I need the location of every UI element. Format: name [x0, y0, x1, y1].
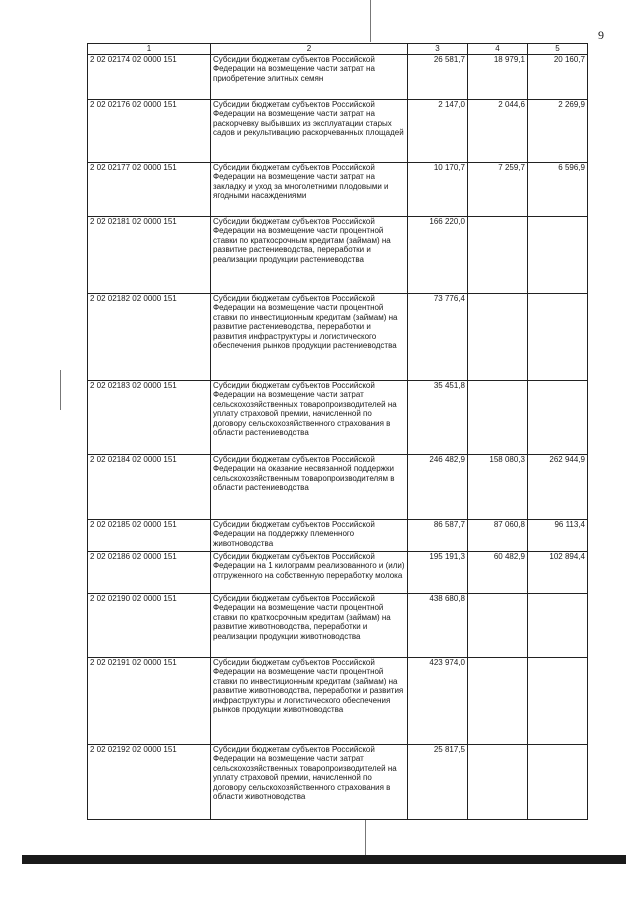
table-row	[88, 99, 588, 162]
amount-col3: 35 451,8	[408, 380, 468, 454]
amount-col4: 60 482,9	[468, 551, 528, 593]
budget-item-name: Субсидии бюджетам субъектов Российской Федерации на возмещение части процентной ставки по инвестиционным кредитам (займам) на развитие растениеводства, переработки и развития инфраструктуры и логистического обеспечения рынков продукции растениеводства	[211, 293, 408, 380]
budget-item-name: Субсидии бюджетам субъектов Российской Федерации на возмещение части затрат на закладку и уход за многолетними плодовыми и ягодными насаждениями	[211, 162, 408, 216]
amount-col4	[468, 657, 528, 744]
budget-item-name: Субсидии бюджетам субъектов Российской Федерации на возмещение части процентной ставки по краткосрочным кредитам (займам) на развитие животноводства, переработки и реализации продукции животноводства	[211, 593, 408, 657]
page-number: 9	[598, 28, 604, 42]
amount-col3: 10 170,7	[408, 162, 468, 216]
amount-col5	[528, 380, 588, 454]
budget-item-name: Субсидии бюджетам субъектов Российской Федерации на возмещение части затрат сельскохозяйственных товаропроизводителей на уплату страховой премии, начисленной по договору сельскохозяйственного страхования в области растениеводства	[211, 380, 408, 454]
table-row	[88, 380, 588, 454]
budget-code: 2 02 02186 02 0000 151	[88, 551, 211, 593]
budget-code: 2 02 02176 02 0000 151	[88, 99, 211, 162]
table-row	[88, 657, 588, 744]
budget-item-name: Субсидии бюджетам субъектов Российской Федерации на возмещение части затрат сельскохозяйственных товаропроизводителей на уплату страховой премии, начисленной по договору сельскохозяйственного страхования в области животноводства	[211, 744, 408, 819]
amount-col3: 166 220,0	[408, 216, 468, 293]
budget-code: 2 02 02177 02 0000 151	[88, 162, 211, 216]
budget-table	[87, 43, 588, 820]
table-row	[88, 551, 588, 593]
budget-code: 2 02 02190 02 0000 151	[88, 593, 211, 657]
amount-col5: 102 894,4	[528, 551, 588, 593]
col-header-2: 2	[211, 44, 408, 55]
amount-col4	[468, 216, 528, 293]
amount-col3: 246 482,9	[408, 454, 468, 519]
amount-col5: 6 596,9	[528, 162, 588, 216]
scan-border-bar	[22, 855, 626, 864]
table-row	[88, 54, 588, 99]
budget-item-name: Субсидии бюджетам субъектов Российской Федерации на возмещение части процентной ставки по инвестиционным кредитам (займам) на развитие животноводства, переработки и развития инфраструктуры и логистического обеспечения рынков продукции животноводства	[211, 657, 408, 744]
amount-col5	[528, 216, 588, 293]
amount-col3: 26 581,7	[408, 54, 468, 99]
amount-col3: 86 587,7	[408, 519, 468, 551]
scan-artifact-left	[60, 370, 61, 410]
budget-code: 2 02 02192 02 0000 151	[88, 744, 211, 819]
scan-artifact-top	[370, 0, 371, 42]
table-row	[88, 216, 588, 293]
budget-code: 2 02 02174 02 0000 151	[88, 54, 211, 99]
amount-col4	[468, 380, 528, 454]
budget-code: 2 02 02181 02 0000 151	[88, 216, 211, 293]
budget-item-name: Субсидии бюджетам субъектов Российской Федерации на возмещение части затрат на раскорчевку выбывших из эксплуатации старых садов и рекультивацию раскорчеванных площадей	[211, 99, 408, 162]
budget-code: 2 02 02182 02 0000 151	[88, 293, 211, 380]
table-row	[88, 454, 588, 519]
budget-item-name: Субсидии бюджетам субъектов Российской Федерации на возмещение части затрат на приобретение элитных семян	[211, 54, 408, 99]
amount-col5: 96 113,4	[528, 519, 588, 551]
budget-code: 2 02 02184 02 0000 151	[88, 454, 211, 519]
amount-col3: 438 680,8	[408, 593, 468, 657]
budget-item-name: Субсидии бюджетам субъектов Российской Федерации на возмещение части процентной ставки по краткосрочным кредитам (займам) на развитие растениеводства, переработки и реализации продукции растениеводства	[211, 216, 408, 293]
amount-col5	[528, 744, 588, 819]
amount-col4: 158 080,3	[468, 454, 528, 519]
amount-col5: 20 160,7	[528, 54, 588, 99]
col-header-5: 5	[528, 44, 588, 55]
header-row	[88, 44, 588, 55]
table-row	[88, 744, 588, 819]
amount-col4: 18 979,1	[468, 54, 528, 99]
amount-col4	[468, 593, 528, 657]
amount-col3: 73 776,4	[408, 293, 468, 380]
amount-col3: 25 817,5	[408, 744, 468, 819]
amount-col4	[468, 744, 528, 819]
table-row	[88, 293, 588, 380]
col-header-3: 3	[408, 44, 468, 55]
amount-col4	[468, 293, 528, 380]
table-row	[88, 519, 588, 551]
amount-col5: 262 944,9	[528, 454, 588, 519]
amount-col5	[528, 293, 588, 380]
amount-col4: 7 259,7	[468, 162, 528, 216]
budget-code: 2 02 02191 02 0000 151	[88, 657, 211, 744]
col-header-1: 1	[88, 44, 211, 55]
scan-artifact-bottom	[365, 820, 366, 856]
amount-col5	[528, 593, 588, 657]
amount-col4: 2 044,6	[468, 99, 528, 162]
budget-item-name: Субсидии бюджетам субъектов Российской Федерации на оказание несвязанной поддержки сельскохозяйственным товаропроизводителям в области растениеводства	[211, 454, 408, 519]
table-row	[88, 162, 588, 216]
table-row	[88, 593, 588, 657]
budget-item-name: Субсидии бюджетам субъектов Российской Федерации на поддержку племенного животноводства	[211, 519, 408, 551]
amount-col3: 423 974,0	[408, 657, 468, 744]
budget-item-name: Субсидии бюджетам субъектов Российской Федерации на 1 килограмм реализованного и (или) отгруженного на собственную переработку молока	[211, 551, 408, 593]
amount-col3: 2 147,0	[408, 99, 468, 162]
budget-code: 2 02 02185 02 0000 151	[88, 519, 211, 551]
amount-col3: 195 191,3	[408, 551, 468, 593]
budget-code: 2 02 02183 02 0000 151	[88, 380, 211, 454]
amount-col4: 87 060,8	[468, 519, 528, 551]
amount-col5: 2 269,9	[528, 99, 588, 162]
amount-col5	[528, 657, 588, 744]
col-header-4: 4	[468, 44, 528, 55]
